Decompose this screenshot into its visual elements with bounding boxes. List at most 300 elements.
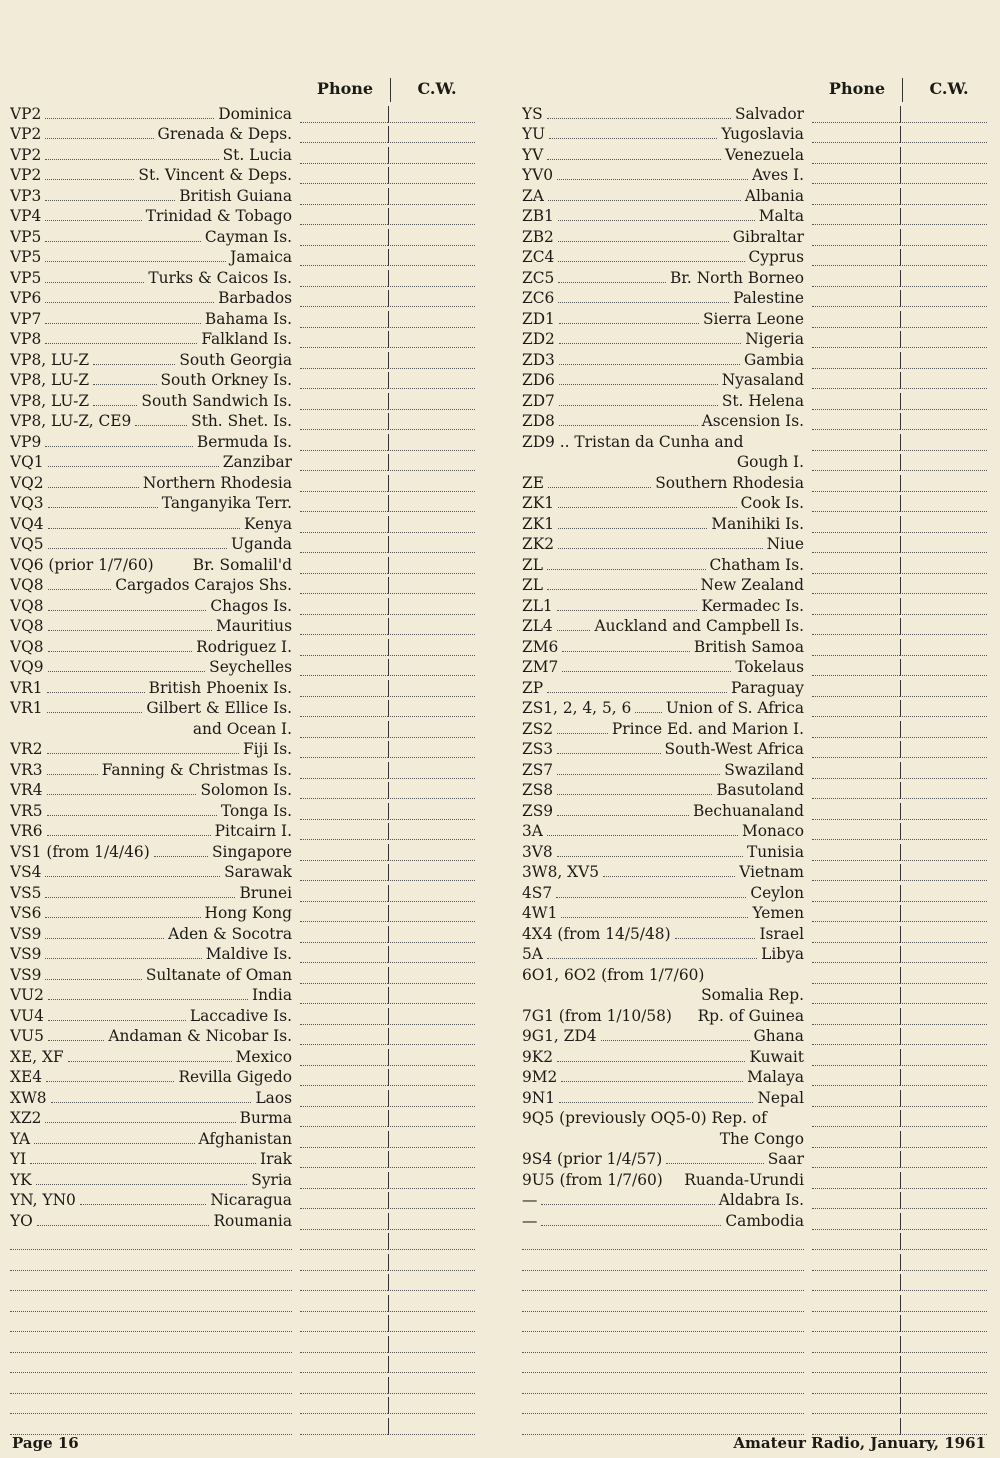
cw-entry-line[interactable] [388, 1274, 475, 1291]
cw-entry-line[interactable] [388, 577, 475, 594]
country-name: Vietnam [739, 863, 804, 881]
phone-entry-line[interactable] [300, 885, 388, 902]
phone-entry-line[interactable] [812, 1418, 900, 1435]
phone-entry-line[interactable] [812, 1274, 900, 1291]
cw-entry-line[interactable] [388, 372, 475, 389]
cw-entry-line[interactable] [900, 1151, 987, 1168]
phone-entry-line[interactable] [812, 680, 900, 697]
cw-entry-line[interactable] [900, 167, 987, 184]
cw-entry-line[interactable] [388, 208, 475, 225]
cw-entry-line[interactable] [900, 1336, 987, 1353]
cw-entry-line[interactable] [900, 946, 987, 963]
cw-entry-line[interactable] [900, 516, 987, 533]
cw-entry-line[interactable] [388, 618, 475, 635]
cw-entry-line[interactable] [388, 823, 475, 840]
cw-entry-line[interactable] [900, 372, 987, 389]
phone-entry-line[interactable] [300, 126, 388, 143]
dot-leader [557, 733, 608, 734]
dot-leader [45, 200, 175, 201]
cw-entry-line[interactable] [388, 311, 475, 328]
phone-entry-line[interactable] [300, 721, 388, 738]
cw-entry-line[interactable] [388, 741, 475, 758]
phone-entry-line[interactable] [300, 454, 388, 471]
phone-entry-line[interactable] [812, 659, 900, 676]
phone-entry-line[interactable] [300, 1192, 388, 1209]
country-name: South Orkney Is. [160, 371, 292, 389]
phone-entry-line[interactable] [812, 844, 900, 861]
cw-entry-line[interactable] [388, 1213, 475, 1230]
phone-entry-line[interactable] [812, 1131, 900, 1148]
phone-entry-line[interactable] [300, 475, 388, 492]
cw-entry-line[interactable] [388, 1233, 475, 1250]
phone-entry-line[interactable] [300, 741, 388, 758]
cw-entry-line[interactable] [388, 516, 475, 533]
cw-entry-line[interactable] [900, 1315, 987, 1332]
cw-entry-line[interactable] [388, 1069, 475, 1086]
phone-entry-line[interactable] [812, 1172, 900, 1189]
cw-entry-line[interactable] [900, 987, 987, 1004]
cw-entry-line[interactable] [388, 721, 475, 738]
phone-entry-line[interactable] [300, 1315, 388, 1332]
phone-entry-line[interactable] [300, 905, 388, 922]
blank-row [522, 1414, 998, 1435]
cw-entry-line[interactable] [900, 188, 987, 205]
phone-entry-line[interactable] [812, 639, 900, 656]
phone-entry-line[interactable] [812, 454, 900, 471]
entry-label [522, 1377, 804, 1394]
phone-entry-line[interactable] [812, 1090, 900, 1107]
cw-entry-line[interactable] [388, 557, 475, 574]
country-name: Br. Somalil'd [192, 555, 292, 574]
cw-entry-line[interactable] [900, 249, 987, 266]
country-name: Pitcairn I. [214, 822, 292, 840]
phone-entry-line[interactable] [300, 659, 388, 676]
cw-entry-line[interactable] [900, 1213, 987, 1230]
cw-entry-line[interactable] [388, 1151, 475, 1168]
cw-entry-line[interactable] [900, 1233, 987, 1250]
cw-entry-line[interactable] [900, 495, 987, 512]
phone-entry-line[interactable] [300, 782, 388, 799]
phone-entry-line[interactable] [300, 1008, 388, 1025]
phone-entry-line[interactable] [300, 1233, 388, 1250]
cw-entry-line[interactable] [900, 557, 987, 574]
cw-entry-line[interactable] [900, 905, 987, 922]
cw-entry-line[interactable] [900, 1192, 987, 1209]
phone-entry-line[interactable] [812, 1069, 900, 1086]
phone-entry-line[interactable] [812, 413, 900, 430]
cw-entry-line[interactable] [900, 475, 987, 492]
phone-entry-line[interactable] [300, 844, 388, 861]
phone-entry-line[interactable] [300, 1151, 388, 1168]
cw-entry-line[interactable] [900, 823, 987, 840]
phone-entry-line[interactable] [300, 188, 388, 205]
cw-entry-line[interactable] [900, 926, 987, 943]
cw-entry-line[interactable] [900, 721, 987, 738]
entry-label [10, 740, 292, 758]
cw-entry-line[interactable] [388, 598, 475, 615]
phone-entry-line[interactable] [812, 700, 900, 717]
country-name: Monaco [742, 822, 804, 840]
phone-entry-line[interactable] [812, 1397, 900, 1414]
phone-entry-line[interactable] [300, 618, 388, 635]
cw-entry-line[interactable] [388, 126, 475, 143]
phone-entry-line[interactable] [812, 762, 900, 779]
phone-entry-line[interactable] [300, 147, 388, 164]
cw-entry-line[interactable] [900, 782, 987, 799]
cw-entry-line[interactable] [388, 1254, 475, 1271]
cw-entry-line[interactable] [900, 700, 987, 717]
cw-entry-line[interactable] [900, 618, 987, 635]
phone-entry-line[interactable] [812, 782, 900, 799]
country-name: Niue [766, 535, 804, 553]
phone-entry-line[interactable] [812, 126, 900, 143]
phone-entry-line[interactable] [300, 1397, 388, 1414]
entry-label [10, 1418, 292, 1435]
cw-entry-line[interactable] [900, 680, 987, 697]
blank-row [10, 1332, 486, 1353]
cw-entry-line[interactable] [388, 413, 475, 430]
call-sign: VR6 [10, 822, 43, 840]
cw-entry-line[interactable] [900, 1356, 987, 1373]
phone-entry-line[interactable] [812, 106, 900, 123]
phone-entry-line[interactable] [300, 598, 388, 615]
phone-entry-line[interactable] [812, 864, 900, 881]
phone-entry-line[interactable] [812, 1233, 900, 1250]
cw-entry-line[interactable] [388, 249, 475, 266]
call-sign: ZL [522, 555, 543, 574]
cw-entry-line[interactable] [388, 1090, 475, 1107]
country-name: British Phoenix Is. [148, 678, 292, 697]
cw-entry-line[interactable] [388, 700, 475, 717]
phone-entry-line[interactable] [812, 1028, 900, 1045]
cw-entry-line[interactable] [388, 536, 475, 553]
phone-entry-line[interactable] [300, 393, 388, 410]
cw-entry-line[interactable] [388, 1008, 475, 1025]
cw-entry-line[interactable] [388, 147, 475, 164]
phone-entry-line[interactable] [300, 167, 388, 184]
cw-entry-line[interactable] [900, 1172, 987, 1189]
phone-entry-line[interactable] [300, 536, 388, 553]
cw-entry-line[interactable] [900, 1274, 987, 1291]
country-name: Bahama Is. [204, 309, 292, 328]
country-name: Basutoland [716, 781, 804, 799]
dot-leader [549, 138, 717, 139]
phone-entry-line[interactable] [812, 1110, 900, 1127]
cw-entry-line[interactable] [900, 639, 987, 656]
cw-entry-line[interactable] [388, 885, 475, 902]
cw-entry-line[interactable] [900, 1069, 987, 1086]
phone-entry-line[interactable] [812, 967, 900, 984]
phone-entry-line[interactable] [812, 905, 900, 922]
entry-row [10, 615, 486, 636]
cw-entry-line[interactable] [900, 352, 987, 369]
phone-entry-line[interactable] [300, 1377, 388, 1394]
cw-entry-line[interactable] [388, 495, 475, 512]
phone-entry-line[interactable] [300, 1418, 388, 1435]
phone-entry-line[interactable] [812, 229, 900, 246]
cw-entry-line[interactable] [900, 393, 987, 410]
cw-entry-line[interactable] [388, 946, 475, 963]
phone-entry-line[interactable] [812, 331, 900, 348]
phone-entry-line[interactable] [812, 1295, 900, 1312]
cw-entry-line[interactable] [900, 331, 987, 348]
cw-entry-line[interactable] [900, 536, 987, 553]
cw-entry-line[interactable] [388, 352, 475, 369]
phone-entry-line[interactable] [812, 147, 900, 164]
call-sign: ZD2 [522, 330, 555, 348]
phone-entry-line[interactable] [812, 885, 900, 902]
cw-entry-line[interactable] [900, 762, 987, 779]
phone-entry-line[interactable] [812, 536, 900, 553]
cw-entry-line[interactable] [900, 1418, 987, 1435]
phone-entry-line[interactable] [812, 1315, 900, 1332]
phone-entry-line[interactable] [300, 331, 388, 348]
phone-entry-line[interactable] [300, 1090, 388, 1107]
phone-entry-line[interactable] [812, 352, 900, 369]
phone-entry-line[interactable] [300, 1110, 388, 1127]
cw-entry-line[interactable] [388, 434, 475, 451]
entry-row [10, 1004, 486, 1025]
cw-entry-line[interactable] [900, 1295, 987, 1312]
phone-entry-line[interactable] [812, 1377, 900, 1394]
cw-entry-line[interactable] [388, 864, 475, 881]
cw-entry-line[interactable] [388, 1028, 475, 1045]
cw-entry-line[interactable] [900, 1397, 987, 1414]
phone-entry-line[interactable] [300, 270, 388, 287]
phone-entry-line[interactable] [300, 249, 388, 266]
entry-row [10, 123, 486, 144]
dot-leader [48, 671, 206, 672]
country-name: St. Helena [721, 391, 804, 410]
call-sign: VS5 [10, 883, 42, 902]
cw-entry-line[interactable] [388, 905, 475, 922]
phone-entry-line[interactable] [812, 618, 900, 635]
entry-label [522, 822, 804, 840]
cw-entry-line[interactable] [900, 1049, 987, 1066]
call-sign: YV0 [522, 166, 554, 184]
cw-entry-line[interactable] [388, 229, 475, 246]
cw-entry-line[interactable] [900, 311, 987, 328]
phone-entry-line[interactable] [300, 352, 388, 369]
phone-entry-line[interactable] [300, 926, 388, 943]
phone-entry-line[interactable] [300, 208, 388, 225]
cw-entry-line[interactable] [388, 1397, 475, 1414]
phone-entry-line[interactable] [812, 946, 900, 963]
phone-entry-line[interactable] [812, 434, 900, 451]
cw-entry-line[interactable] [388, 393, 475, 410]
cw-entry-line[interactable] [900, 1131, 987, 1148]
phone-entry-line[interactable] [300, 577, 388, 594]
phone-entry-line[interactable] [812, 290, 900, 307]
cw-entry-line[interactable] [388, 803, 475, 820]
entry-label [522, 412, 804, 430]
entry-row [522, 717, 998, 738]
cw-entry-line[interactable] [388, 1110, 475, 1127]
phone-entry-line[interactable] [812, 721, 900, 738]
cw-entry-line[interactable] [388, 1336, 475, 1353]
phone-entry-line[interactable] [812, 516, 900, 533]
phone-entry-line[interactable] [812, 557, 900, 574]
country-name: Br. North Borneo [669, 268, 804, 287]
phone-entry-line[interactable] [812, 926, 900, 943]
cw-entry-line[interactable] [388, 454, 475, 471]
phone-entry-line[interactable] [812, 208, 900, 225]
cw-entry-line[interactable] [388, 762, 475, 779]
phone-entry-line[interactable] [300, 1028, 388, 1045]
phone-entry-line[interactable] [300, 639, 388, 656]
phone-entry-line[interactable] [812, 598, 900, 615]
cw-entry-line[interactable] [388, 290, 475, 307]
cw-entry-line[interactable] [900, 967, 987, 984]
blank-row [10, 1353, 486, 1374]
cw-entry-line[interactable] [900, 1008, 987, 1025]
cw-entry-line[interactable] [900, 803, 987, 820]
phone-entry-line[interactable] [812, 1151, 900, 1168]
cw-entry-line[interactable] [388, 106, 475, 123]
cw-entry-line[interactable] [388, 475, 475, 492]
cw-entry-line[interactable] [388, 188, 475, 205]
cw-entry-line[interactable] [900, 290, 987, 307]
cw-entry-line[interactable] [388, 1131, 475, 1148]
phone-entry-line[interactable] [300, 864, 388, 881]
phone-entry-line[interactable] [300, 516, 388, 533]
cw-entry-line[interactable] [900, 454, 987, 471]
cw-entry-line[interactable] [900, 577, 987, 594]
cw-entry-line[interactable] [900, 741, 987, 758]
cw-entry-line[interactable] [900, 208, 987, 225]
phone-entry-line[interactable] [300, 311, 388, 328]
phone-entry-line[interactable] [300, 803, 388, 820]
cw-entry-line[interactable] [388, 680, 475, 697]
phone-entry-line[interactable] [300, 1336, 388, 1353]
phone-entry-line[interactable] [300, 1049, 388, 1066]
country-name: Brunei [239, 883, 292, 902]
entry-row [10, 205, 486, 226]
cw-entry-line[interactable] [388, 987, 475, 1004]
phone-entry-line[interactable] [812, 577, 900, 594]
cw-entry-line[interactable] [388, 639, 475, 656]
cw-entry-line[interactable] [388, 1315, 475, 1332]
call-sign: VP2 [10, 145, 42, 164]
phone-entry-line[interactable] [812, 270, 900, 287]
cw-entry-line[interactable] [900, 885, 987, 902]
phone-entry-line[interactable] [300, 1254, 388, 1271]
phone-entry-line[interactable] [300, 290, 388, 307]
cw-entry-line[interactable] [900, 864, 987, 881]
phone-entry-line[interactable] [300, 1213, 388, 1230]
cw-entry-line[interactable] [388, 1377, 475, 1394]
dot-leader [558, 241, 729, 242]
cw-entry-line[interactable] [900, 434, 987, 451]
cw-entry-line[interactable] [900, 659, 987, 676]
call-sign: YN, YN0 [10, 1191, 76, 1209]
phone-entry-line[interactable] [300, 434, 388, 451]
phone-entry-line[interactable] [300, 680, 388, 697]
phone-entry-line[interactable] [300, 1356, 388, 1373]
cw-entry-line[interactable] [900, 106, 987, 123]
cw-entry-line[interactable] [388, 782, 475, 799]
call-sign: VP5 [10, 268, 42, 287]
cw-entry-line[interactable] [900, 1090, 987, 1107]
phone-entry-line[interactable] [812, 741, 900, 758]
country-name: Syria [251, 1170, 292, 1189]
phone-entry-line[interactable] [812, 803, 900, 820]
cw-entry-line[interactable] [388, 1172, 475, 1189]
cw-entry-line[interactable] [900, 413, 987, 430]
phone-entry-line[interactable] [812, 1356, 900, 1373]
cw-entry-line[interactable] [388, 331, 475, 348]
phone-entry-line[interactable] [812, 987, 900, 1004]
phone-entry-line[interactable] [812, 495, 900, 512]
cw-entry-line[interactable] [388, 1295, 475, 1312]
cw-entry-line[interactable] [388, 967, 475, 984]
cw-entry-line[interactable] [900, 126, 987, 143]
phone-entry-line[interactable] [300, 229, 388, 246]
phone-entry-line[interactable] [812, 1192, 900, 1209]
cw-entry-line[interactable] [388, 1049, 475, 1066]
phone-entry-line[interactable] [812, 372, 900, 389]
phone-entry-line[interactable] [812, 249, 900, 266]
phone-entry-line[interactable] [812, 1049, 900, 1066]
phone-entry-line[interactable] [300, 495, 388, 512]
cw-entry-line[interactable] [900, 270, 987, 287]
cw-entry-line[interactable] [388, 926, 475, 943]
cw-entry-line[interactable] [900, 229, 987, 246]
cw-entry-line[interactable] [388, 167, 475, 184]
dot-leader [93, 364, 175, 365]
phone-entry-line[interactable] [300, 106, 388, 123]
phone-entry-line[interactable] [812, 1336, 900, 1353]
phone-entry-line[interactable] [812, 393, 900, 410]
cw-entry-line[interactable] [900, 1377, 987, 1394]
cw-entry-line[interactable] [388, 659, 475, 676]
phone-entry-line[interactable] [300, 1274, 388, 1291]
cw-entry-line[interactable] [900, 1110, 987, 1127]
cw-entry-line[interactable] [900, 1028, 987, 1045]
phone-entry-line[interactable] [812, 188, 900, 205]
phone-entry-line[interactable] [300, 557, 388, 574]
cw-entry-line[interactable] [900, 1254, 987, 1271]
phone-entry-line[interactable] [812, 167, 900, 184]
phone-entry-line[interactable] [812, 1254, 900, 1271]
phone-entry-line[interactable] [812, 475, 900, 492]
phone-entry-line[interactable] [812, 311, 900, 328]
phone-entry-line[interactable] [812, 1213, 900, 1230]
phone-entry-line[interactable] [812, 823, 900, 840]
phone-entry-line[interactable] [300, 413, 388, 430]
phone-entry-line[interactable] [300, 700, 388, 717]
cw-entry-line[interactable] [388, 270, 475, 287]
phone-entry-line[interactable] [300, 967, 388, 984]
cw-entry-line[interactable] [388, 1192, 475, 1209]
phone-entry-line[interactable] [300, 1295, 388, 1312]
phone-entry-line[interactable] [300, 372, 388, 389]
cw-entry-line[interactable] [388, 1356, 475, 1373]
phone-entry-line[interactable] [300, 946, 388, 963]
cw-entry-line[interactable] [900, 147, 987, 164]
cw-entry-line[interactable] [900, 844, 987, 861]
phone-entry-line[interactable] [300, 823, 388, 840]
cw-entry-line[interactable] [388, 844, 475, 861]
cw-entry-line[interactable] [388, 1418, 475, 1435]
cw-entry-line[interactable] [900, 598, 987, 615]
phone-entry-line[interactable] [812, 1008, 900, 1025]
phone-entry-line[interactable] [300, 1172, 388, 1189]
phone-entry-line[interactable] [300, 1069, 388, 1086]
phone-entry-line[interactable] [300, 987, 388, 1004]
phone-entry-line[interactable] [300, 1131, 388, 1148]
phone-entry-line[interactable] [300, 762, 388, 779]
